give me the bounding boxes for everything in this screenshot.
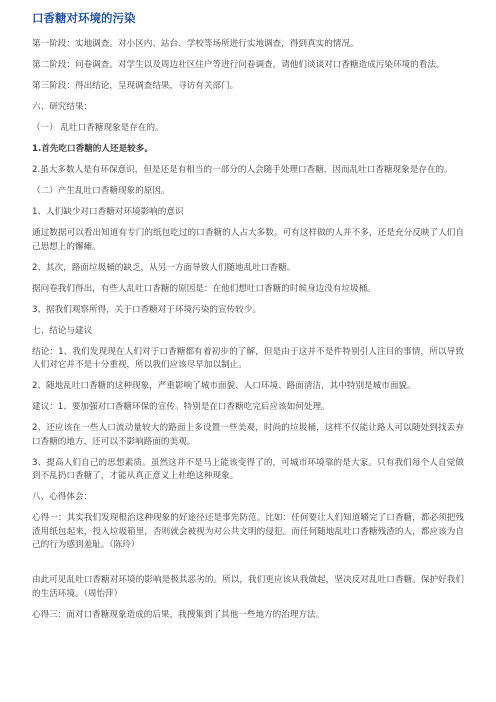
cause-3: 3、据我们观察所得，关于口香糖对于环境污染的宣传较少。 (32, 304, 261, 315)
paragraph-stage-1: 第一阶段：实地调查。对小区内、站台、学校等场所进行实地调查，得到真实的情况。 (32, 39, 359, 49)
cause-1-detail: 通过数据可以看出知道有专门的纸包吃过的口香糖的人占大多数。可有这样做的人并不多，还是充分反映了人们自己思想上的懈瘫。 (32, 228, 464, 252)
cause-2: 2、其次，路面垃圾桶的缺乏，从另一方面导致人们随地乱吐口香糖。 (32, 262, 296, 273)
document-title: 口香糖对环境的污染 (32, 11, 136, 25)
reflection-2: 由此可见乱吐口香糖对环境的影响是极其恶劣的。所以，我们更应该从我做起，坚决反对乱吐口香糖。保护好我们的生活环境。（周怡萍） (32, 575, 464, 599)
spacer (32, 560, 464, 574)
cause-1: 1、人们缺少对口香糖对环境影响的意识 (32, 207, 184, 217)
subheading-causes: （二）产生乱吐口香糖现象的原因。 (32, 186, 170, 196)
reflection-3: 心得三：面对口香糖现象造成的后果，我搜集到了其他一些地方的治理方法。 (32, 609, 325, 620)
suggestion-2: 2、还应该在一些人口流动量较大的路面上多设置一些美观，时尚的垃圾桶，这样不仅能让路人可以随处到找丢弃口香糖的地方，还可以不影响路面的美观。 (32, 423, 464, 447)
finding-2: 2.虽大多数人是有环保意识，但是还是有相当的一部分的人会随手处理口香糖，因而乱吐口香糖现象是存在的。 (32, 165, 453, 175)
paragraph-stage-2: 第二阶段：问卷调查。对学生以及周边社区住户等进行问卷调查，请他们谈谈对口香糖造成污染环境的看法。 (32, 60, 445, 70)
suggestion-3: 3、提高人们自己的思想素质。虽然这并不是马上能该变得了的，可城市环境靠的是大家。只有我们每个人自觉做到不乱扔口香糖了，才能从真正意义上杜绝这种现象。 (32, 457, 464, 481)
paragraph-stage-3: 第三阶段：得出结论，呈现调查结果，寻访有关部门。 (32, 81, 239, 91)
cause-2-detail: 据问卷我们得出，有些人乱吐口香糖的原因是：在他们想吐口香糖的时候身边没有垃圾桶。 (32, 283, 376, 294)
section-heading-results: 六、研究结果： (32, 102, 93, 112)
subheading-phenomenon: （一） 乱吐口香糖现象是存在的。 (32, 123, 164, 133)
conclusion-1: 结论：1、我们发现现在人们对于口香糖都有着初步的了解，但是由于这并不是件特别引人注目的事情，所以导致人们对它并不是十分重视，所以我们应该尽早加以制止。 (32, 346, 464, 370)
conclusion-2: 2、随地乱吐口香糖的这种现象，严重影响了城市面貌、人口环境、路面清洁，其中特别是城市面貌。 (32, 381, 416, 391)
reflection-1: 心得一：其实我们发现根治这种现象的好途径还是事先防范。比如：任何要让人们知道嚼完了口香糖，都必须把残渣用纸包起来，投入垃圾箱里，否则就会被视为对公共文明的侵犯。而任何随地乱吐口香糖残渣的人，都应该为自己的行为感到羞耻。（陈玲） (32, 513, 464, 550)
section-heading-conclusions: 七、结论与建议 (32, 325, 93, 336)
finding-1: 1.首先吃口香糖的人还是较多。 (32, 144, 153, 154)
section-heading-reflections: 八、心得体会： (32, 492, 93, 502)
suggestion-1: 建议：1、要加强对口香糖环保的宣传。特别是在口香糖吃完后应该如何处理。 (32, 402, 330, 412)
